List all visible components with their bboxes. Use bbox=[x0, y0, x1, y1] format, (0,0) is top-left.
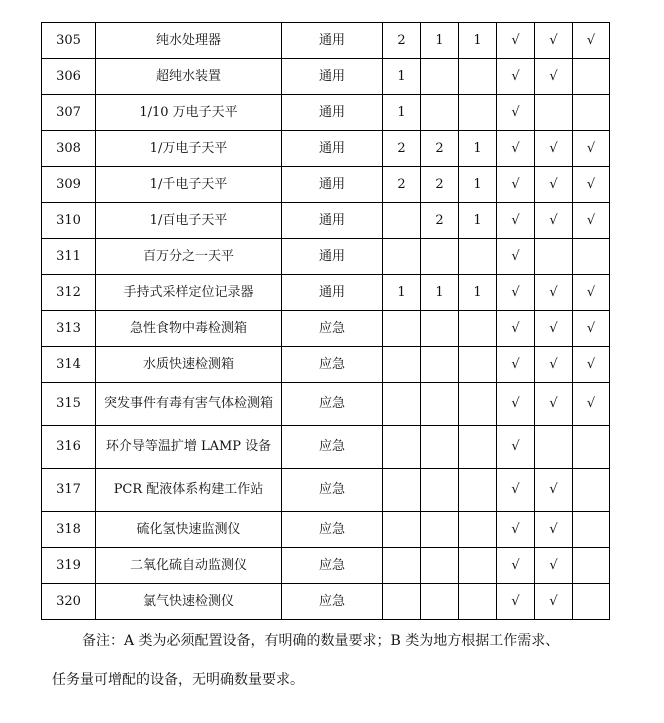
cell-number: 312 bbox=[42, 275, 96, 311]
cell-quantity-3: 1 bbox=[459, 23, 497, 59]
cell-check-2: √ bbox=[535, 275, 573, 311]
cell-quantity-2: 1 bbox=[421, 275, 459, 311]
cell-quantity-2 bbox=[421, 512, 459, 548]
cell-number: 309 bbox=[42, 167, 96, 203]
table-row bbox=[42, 548, 610, 584]
cell-number: 316 bbox=[42, 426, 96, 469]
cell-check-2: √ bbox=[535, 469, 573, 512]
cell-quantity-1 bbox=[383, 584, 421, 620]
cell-quantity-3: 1 bbox=[459, 131, 497, 167]
table-row bbox=[42, 203, 610, 239]
cell-quantity-1 bbox=[383, 426, 421, 469]
cell-category: 通用 bbox=[282, 275, 383, 311]
table-row bbox=[42, 383, 610, 426]
cell-quantity-1 bbox=[383, 548, 421, 584]
cell-check-3: √ bbox=[573, 23, 610, 59]
cell-equipment-name: 1/10 万电子天平 bbox=[96, 95, 282, 131]
cell-number: 315 bbox=[42, 383, 96, 426]
note-line-1: 备注：A 类为必须配置设备，有明确的数量要求；B 类为地方根据工作需求、 bbox=[82, 633, 560, 649]
cell-check-3 bbox=[573, 584, 610, 620]
table-row bbox=[42, 131, 610, 167]
cell-number: 320 bbox=[42, 584, 96, 620]
cell-check-3 bbox=[573, 469, 610, 512]
cell-category: 通用 bbox=[282, 203, 383, 239]
cell-quantity-1 bbox=[383, 347, 421, 383]
cell-check-2: √ bbox=[535, 203, 573, 239]
cell-quantity-2 bbox=[421, 311, 459, 347]
cell-check-3 bbox=[573, 95, 610, 131]
cell-quantity-3 bbox=[459, 469, 497, 512]
cell-check-2: √ bbox=[535, 512, 573, 548]
table-row bbox=[42, 512, 610, 548]
cell-check-1: √ bbox=[497, 203, 535, 239]
cell-check-2: √ bbox=[535, 167, 573, 203]
cell-equipment-name: 水质快速检测箱 bbox=[96, 347, 282, 383]
cell-check-1: √ bbox=[497, 383, 535, 426]
cell-equipment-name: 氯气快速检测仪 bbox=[96, 584, 282, 620]
cell-check-2 bbox=[535, 95, 573, 131]
cell-quantity-1: 1 bbox=[383, 275, 421, 311]
cell-quantity-1 bbox=[383, 383, 421, 426]
cell-check-1: √ bbox=[497, 347, 535, 383]
cell-quantity-3: 1 bbox=[459, 275, 497, 311]
table-row bbox=[42, 584, 610, 620]
cell-equipment-name: 百万分之一天平 bbox=[96, 239, 282, 275]
cell-category: 通用 bbox=[282, 23, 383, 59]
cell-quantity-1 bbox=[383, 311, 421, 347]
cell-check-1: √ bbox=[497, 275, 535, 311]
table-row bbox=[42, 239, 610, 275]
cell-quantity-1 bbox=[383, 239, 421, 275]
cell-quantity-1 bbox=[383, 512, 421, 548]
cell-check-1: √ bbox=[497, 426, 535, 469]
cell-equipment-name: 纯水处理器 bbox=[96, 23, 282, 59]
cell-equipment-name: 1/千电子天平 bbox=[96, 167, 282, 203]
cell-equipment-name: 硫化氢快速监测仪 bbox=[96, 512, 282, 548]
cell-quantity-1: 1 bbox=[383, 95, 421, 131]
cell-equipment-name: 环介导等温扩增 LAMP 设备 bbox=[96, 426, 282, 469]
cell-category: 应急 bbox=[282, 469, 383, 512]
cell-quantity-2: 2 bbox=[421, 167, 459, 203]
cell-category: 应急 bbox=[282, 548, 383, 584]
cell-check-2: √ bbox=[535, 548, 573, 584]
cell-check-2: √ bbox=[535, 59, 573, 95]
cell-check-3: √ bbox=[573, 383, 610, 426]
cell-quantity-2: 1 bbox=[421, 23, 459, 59]
cell-quantity-3 bbox=[459, 584, 497, 620]
cell-quantity-2 bbox=[421, 584, 459, 620]
cell-check-1: √ bbox=[497, 548, 535, 584]
cell-check-3 bbox=[573, 239, 610, 275]
cell-number: 308 bbox=[42, 131, 96, 167]
cell-check-1: √ bbox=[497, 131, 535, 167]
cell-check-3: √ bbox=[573, 167, 610, 203]
cell-check-2: √ bbox=[535, 383, 573, 426]
cell-quantity-2 bbox=[421, 469, 459, 512]
cell-equipment-name: 二氧化硫自动监测仪 bbox=[96, 548, 282, 584]
cell-category: 应急 bbox=[282, 311, 383, 347]
cell-check-2 bbox=[535, 239, 573, 275]
cell-category: 通用 bbox=[282, 95, 383, 131]
cell-quantity-2 bbox=[421, 59, 459, 95]
cell-number: 319 bbox=[42, 548, 96, 584]
cell-check-3 bbox=[573, 59, 610, 95]
table-row bbox=[42, 167, 610, 203]
cell-check-2: √ bbox=[535, 584, 573, 620]
cell-number: 306 bbox=[42, 59, 96, 95]
cell-quantity-2 bbox=[421, 347, 459, 383]
cell-quantity-2 bbox=[421, 383, 459, 426]
cell-number: 318 bbox=[42, 512, 96, 548]
cell-check-3: √ bbox=[573, 131, 610, 167]
cell-equipment-name: 1/万电子天平 bbox=[96, 131, 282, 167]
cell-quantity-3 bbox=[459, 548, 497, 584]
cell-check-1: √ bbox=[497, 512, 535, 548]
table-row bbox=[42, 311, 610, 347]
cell-check-2: √ bbox=[535, 131, 573, 167]
table-row bbox=[42, 347, 610, 383]
cell-number: 314 bbox=[42, 347, 96, 383]
cell-quantity-1 bbox=[383, 203, 421, 239]
cell-check-1: √ bbox=[497, 584, 535, 620]
cell-check-1: √ bbox=[497, 311, 535, 347]
cell-number: 307 bbox=[42, 95, 96, 131]
cell-quantity-3: 1 bbox=[459, 203, 497, 239]
table-row bbox=[42, 426, 610, 469]
cell-equipment-name: PCR 配液体系构建工作站 bbox=[96, 469, 282, 512]
cell-check-1: √ bbox=[497, 167, 535, 203]
cell-equipment-name: 超纯水装置 bbox=[96, 59, 282, 95]
cell-quantity-1: 2 bbox=[383, 131, 421, 167]
cell-quantity-1: 2 bbox=[383, 167, 421, 203]
cell-quantity-2 bbox=[421, 426, 459, 469]
cell-number: 311 bbox=[42, 239, 96, 275]
cell-category: 通用 bbox=[282, 59, 383, 95]
cell-quantity-2 bbox=[421, 239, 459, 275]
cell-quantity-2: 2 bbox=[421, 131, 459, 167]
cell-check-2: √ bbox=[535, 347, 573, 383]
table-row bbox=[42, 95, 610, 131]
cell-check-1: √ bbox=[497, 239, 535, 275]
table-row bbox=[42, 59, 610, 95]
table-body bbox=[42, 23, 610, 620]
cell-category: 应急 bbox=[282, 426, 383, 469]
table-row bbox=[42, 275, 610, 311]
cell-check-1: √ bbox=[497, 95, 535, 131]
cell-equipment-name: 1/百电子天平 bbox=[96, 203, 282, 239]
cell-check-3: √ bbox=[573, 311, 610, 347]
cell-number: 317 bbox=[42, 469, 96, 512]
cell-check-1: √ bbox=[497, 469, 535, 512]
table-row bbox=[42, 469, 610, 512]
cell-quantity-3: 1 bbox=[459, 167, 497, 203]
cell-equipment-name: 突发事件有毒有害气体检测箱 bbox=[96, 383, 282, 426]
cell-check-3 bbox=[573, 426, 610, 469]
note-line-2: 任务量可增配的设备，无明确数量要求。 bbox=[52, 672, 304, 688]
cell-check-3 bbox=[573, 548, 610, 584]
equipment-table bbox=[41, 22, 610, 620]
cell-category: 通用 bbox=[282, 167, 383, 203]
cell-check-3 bbox=[573, 512, 610, 548]
cell-quantity-3 bbox=[459, 59, 497, 95]
cell-quantity-2 bbox=[421, 95, 459, 131]
cell-check-2 bbox=[535, 426, 573, 469]
cell-quantity-3 bbox=[459, 311, 497, 347]
cell-check-3: √ bbox=[573, 347, 610, 383]
cell-check-1: √ bbox=[497, 59, 535, 95]
cell-equipment-name: 手持式采样定位记录器 bbox=[96, 275, 282, 311]
cell-check-3: √ bbox=[573, 203, 610, 239]
cell-category: 应急 bbox=[282, 347, 383, 383]
cell-check-1: √ bbox=[497, 23, 535, 59]
cell-category: 应急 bbox=[282, 383, 383, 426]
cell-category: 通用 bbox=[282, 239, 383, 275]
cell-number: 313 bbox=[42, 311, 96, 347]
table-row bbox=[42, 23, 610, 59]
cell-category: 通用 bbox=[282, 131, 383, 167]
cell-check-2: √ bbox=[535, 311, 573, 347]
cell-check-3: √ bbox=[573, 275, 610, 311]
cell-category: 应急 bbox=[282, 512, 383, 548]
cell-quantity-3 bbox=[459, 512, 497, 548]
cell-quantity-3 bbox=[459, 95, 497, 131]
cell-check-2: √ bbox=[535, 23, 573, 59]
cell-quantity-3 bbox=[459, 426, 497, 469]
cell-quantity-3 bbox=[459, 383, 497, 426]
cell-quantity-2: 2 bbox=[421, 203, 459, 239]
cell-quantity-2 bbox=[421, 548, 459, 584]
cell-quantity-1 bbox=[383, 469, 421, 512]
cell-number: 305 bbox=[42, 23, 96, 59]
cell-quantity-1: 2 bbox=[383, 23, 421, 59]
cell-quantity-1: 1 bbox=[383, 59, 421, 95]
cell-quantity-3 bbox=[459, 239, 497, 275]
cell-category: 应急 bbox=[282, 584, 383, 620]
cell-number: 310 bbox=[42, 203, 96, 239]
cell-equipment-name: 急性食物中毒检测箱 bbox=[96, 311, 282, 347]
cell-quantity-3 bbox=[459, 347, 497, 383]
